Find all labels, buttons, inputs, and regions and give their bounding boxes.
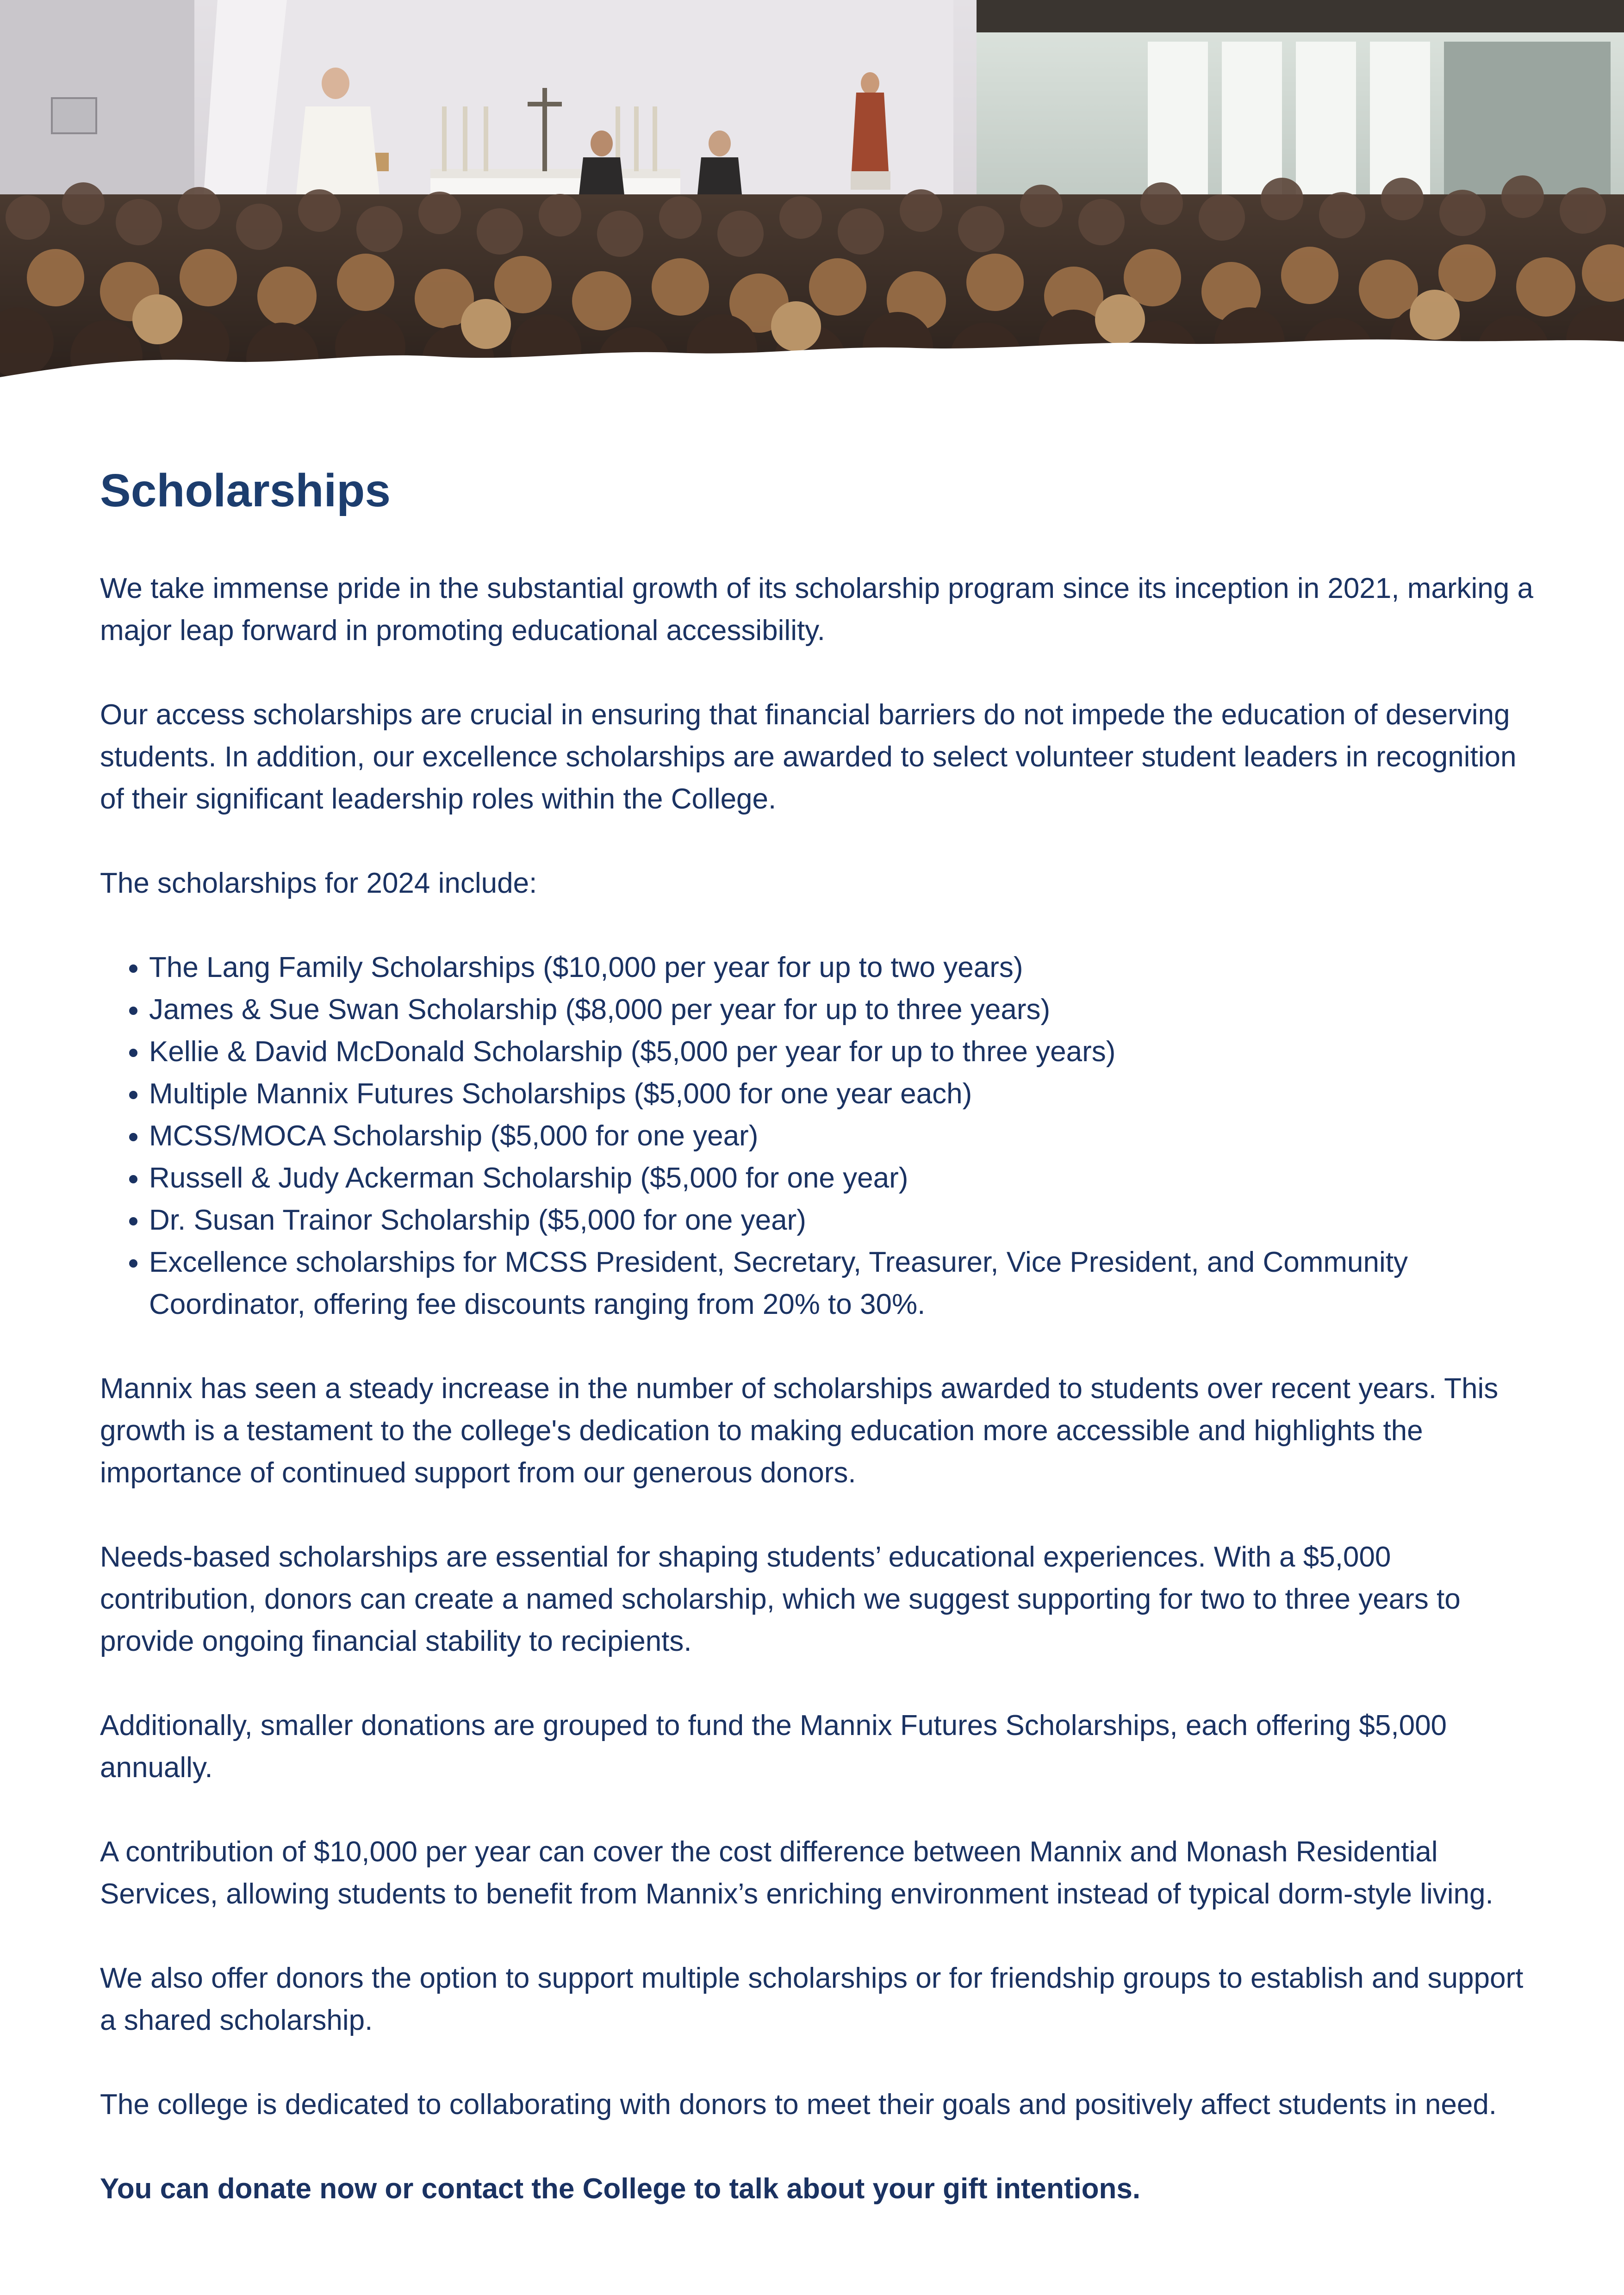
page-title: Scholarships: [100, 465, 391, 516]
hero-photo: [0, 0, 1624, 384]
list-item: • Russell & Judy Ackerman Scholarship ($5,000 for one year): [149, 1157, 1535, 1199]
intro-paragraph: We take immense pride in the substantial growth of its scholarship program since its inception in 2021, marking a major leap forward in promoting educational accessibility.: [100, 572, 1533, 647]
body-paragraph: We also offer donors the option to support multiple scholarships or for friendship groups to establish and support a shared scholarship.: [100, 1962, 1524, 2036]
scholarship-list: [100, 946, 1535, 1325]
list-item: • Kellie & David McDonald Scholarship ($5,000 per year for up to three years): [149, 1031, 1535, 1073]
body-paragraph: Mannix has seen a steady increase in the number of scholarships awarded to students over recent years. This growth is a testament to the college's dedication to making education more accessible and highlights the importance of continued support from our generous donors.: [100, 1373, 1499, 1489]
list-item: • Multiple Mannix Futures Scholarships ($5,000 for one year each): [149, 1073, 1535, 1115]
intro-paragraph: The scholarships for 2024 include:: [100, 867, 537, 899]
intro-paragraph: Our access scholarships are crucial in ensuring that financial barriers do not impede the education of deserving students. In addition, our excellence scholarships are awarded to select volunteer student leaders in recognition of their significant leadership roles within the College.: [100, 699, 1517, 815]
list-item: • Excellence scholarships for MCSS President, Secretary, Treasurer, Vice President, and Community Coordinator, offering fee discounts ranging from 20% to 30%.: [149, 1241, 1535, 1325]
list-item: • James & Sue Swan Scholarship ($8,000 per year for up to three years): [149, 989, 1535, 1031]
list-item: • MCSS/MOCA Scholarship ($5,000 for one year): [149, 1115, 1535, 1157]
body-paragraph: Additionally, smaller donations are grouped to fund the Mannix Futures Scholarships, each offering $5,000 annually.: [100, 1710, 1447, 1784]
body-paragraph: Needs-based scholarships are essential for shaping students’ educational experiences. With a $5,000 contribution, donors can create a named scholarship, which we suggest supporting for two to three years to provide ongoing financial stability to recipients.: [100, 1541, 1461, 1657]
list-item: • The Lang Family Scholarships ($10,000 per year for up to two years): [149, 946, 1535, 989]
document-body: [100, 458, 1535, 2252]
body-paragraph: The college is dedicated to collaborating with donors to meet their goals and positively affect students in need.: [100, 2089, 1497, 2121]
body-paragraph: A contribution of $10,000 per year can cover the cost difference between Mannix and Monash Residential Services, allowing students to benefit from Mannix’s enriching environment instead of typical dorm-style living.: [100, 1836, 1493, 1910]
list-item: • Dr. Susan Trainor Scholarship ($5,000 for one year): [149, 1199, 1535, 1241]
closing-call-to-action: You can donate now or contact the College to talk about your gift intentions.: [100, 2173, 1141, 2205]
